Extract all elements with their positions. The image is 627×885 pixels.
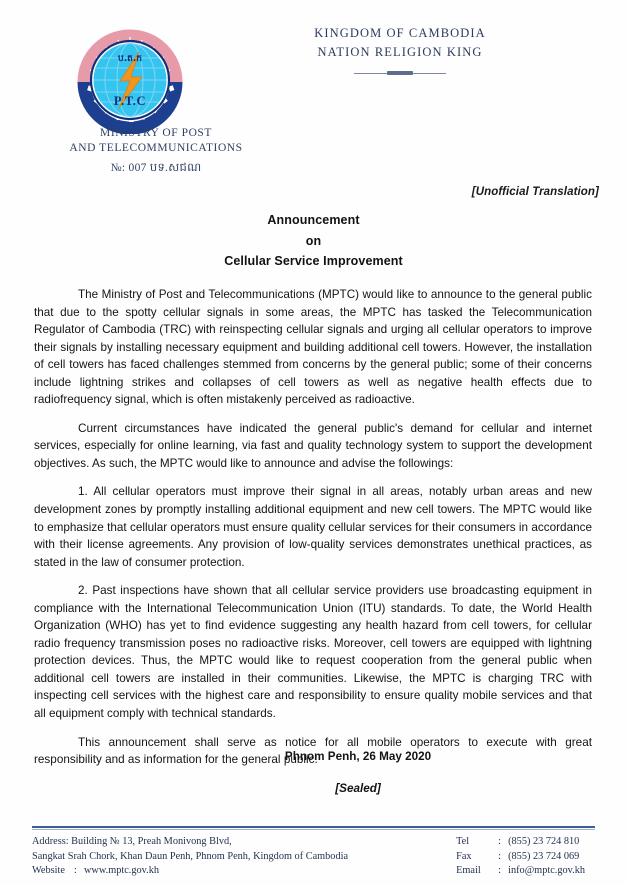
footer-email-colon: :: [498, 865, 501, 876]
footer-columns: [32, 835, 595, 879]
title-line-3: Cellular Service Improvement: [224, 254, 403, 268]
footer-address-line-1: Address: Building № 13, Preah Monivong Blvd,: [32, 836, 232, 847]
signature-place-date: Phnom Penh, 26 May 2020: [284, 750, 432, 763]
kingdom-line-1: KINGDOM OF CAMBODIA: [314, 26, 486, 40]
footer-tel-label: Tel: [456, 836, 470, 847]
kingdom-line-2: NATION RELIGION KING: [317, 45, 483, 59]
footer-address-line-2: Sangkat Srah Chork, Khan Daun Penh, Phnom Penh, Kingdom of Cambodia: [32, 850, 349, 862]
footer-website-label: Website: [32, 865, 65, 876]
footer-rule-thick: [32, 826, 595, 828]
footer-website-colon: :: [74, 865, 77, 876]
footer-tel-value: (855) 23 724 810: [508, 836, 580, 847]
paragraph-context: Current circumstances have indicated the general public's demand for cellular and internet services, especially for online learning, via fast and quality technology system to support the development objectives. As such, the MPTC would like to announce and advise the followings:: [34, 421, 592, 470]
title-line-1: Announcement: [267, 213, 360, 227]
unofficial-translation-note: [Unofficial Translation]: [471, 186, 599, 198]
footer-contact-row: [456, 864, 585, 879]
document-title: [0, 210, 627, 272]
paragraph-intro: The Ministry of Post and Telecommunications (MPTC) would like to announce to the general public that due to the spotty cellular signals in some areas, the MPTC has tasked the Telecommunication Regulator of Cambodia (TRC) with reinspecting cellular signals and urging all cellular operators to improve their signals by installing necessary equipment and building additional cell towers. However, the installation of cell towers has faced challenges stemmed from concerns by the general public; some of their concerns include lightning strikes and collapses of cell towers as well as negative health effects due to radiofrequency signal, which is often mistakenly perceived as radioactive.: [34, 288, 592, 407]
footer-contact-row: [456, 835, 585, 850]
footer-rule-thin: [32, 829, 595, 830]
footer-email-label: Email: [456, 865, 481, 876]
svg-text:P.T.C: P.T.C: [113, 94, 147, 108]
ministry-name-block: [36, 126, 276, 177]
footer-contact-column: [456, 835, 585, 879]
mptc-emblem-logo: [76, 26, 184, 134]
paragraph-item-2: 2. Past inspections have shown that all cellular service providers use broadcasting equipment in compliance with the International Telecommunication Union (ITU) standards. To date, the World Health Organization (WHO) has yet to find evidence suggesting any health hazard from cell towers, for cellular radio frequency transmission poses no radioactive risks. Moreover, cell towers are equipped with lightning protection devices. Thus, the MPTC would like to request cooperation from the general public when additional cell towers are installed in their communities. Likewise, the MPTC is charging TRC with inspecting cell services with the highest care and responsibility to ensure quality mobile services and that all equipment comply with technical standards.: [34, 584, 592, 721]
reference-number: №: 007 បទ.សជណ: [110, 162, 202, 174]
footer-email-value[interactable]: info@mptc.gov.kh: [508, 865, 585, 876]
ministry-line-2: AND TELECOMMUNICATIONS: [69, 142, 243, 154]
document-body: [34, 286, 592, 769]
footer-fax-label: Fax: [456, 850, 472, 862]
kingdom-motto-block: [250, 24, 550, 77]
footer-website-value[interactable]: www.mptc.gov.kh: [84, 865, 160, 876]
title-line-2: on: [305, 233, 322, 248]
footer-contact-row: [456, 850, 585, 865]
document-footer: [32, 826, 595, 885]
decorative-divider-icon: [354, 70, 446, 77]
ministry-line-1: MINISTRY OF POST: [100, 127, 212, 139]
signature-seal-note: [Sealed]: [335, 782, 381, 795]
document-header: [0, 0, 627, 180]
svg-text:ប.ត.ក: ប.ត.ក: [118, 54, 142, 64]
footer-website-row: [32, 864, 348, 879]
paragraph-item-1: 1. All cellular operators must improve their signal in all areas, notably urban areas and new development zones by promptly installing additional equipment and new cell towers. The MPTC would like to emphasize that cellular operators must ensure quality cellular services for their consumers in accordance with their license agreements. Any provision of low-quality services demonstrates unethical practices, as stated in the law of consumer protection.: [34, 485, 592, 569]
footer-fax-colon: :: [498, 850, 501, 862]
footer-address-column: [32, 835, 348, 879]
paragraph-closing: This announcement shall serve as notice for all mobile operators to execute with great responsibility and as information for the general public.: [34, 735, 592, 767]
footer-tel-colon: :: [498, 836, 501, 847]
footer-fax-value: (855) 23 724 069: [508, 850, 580, 862]
signature-block: [34, 748, 592, 798]
mptc-emblem-icon: [76, 26, 184, 134]
